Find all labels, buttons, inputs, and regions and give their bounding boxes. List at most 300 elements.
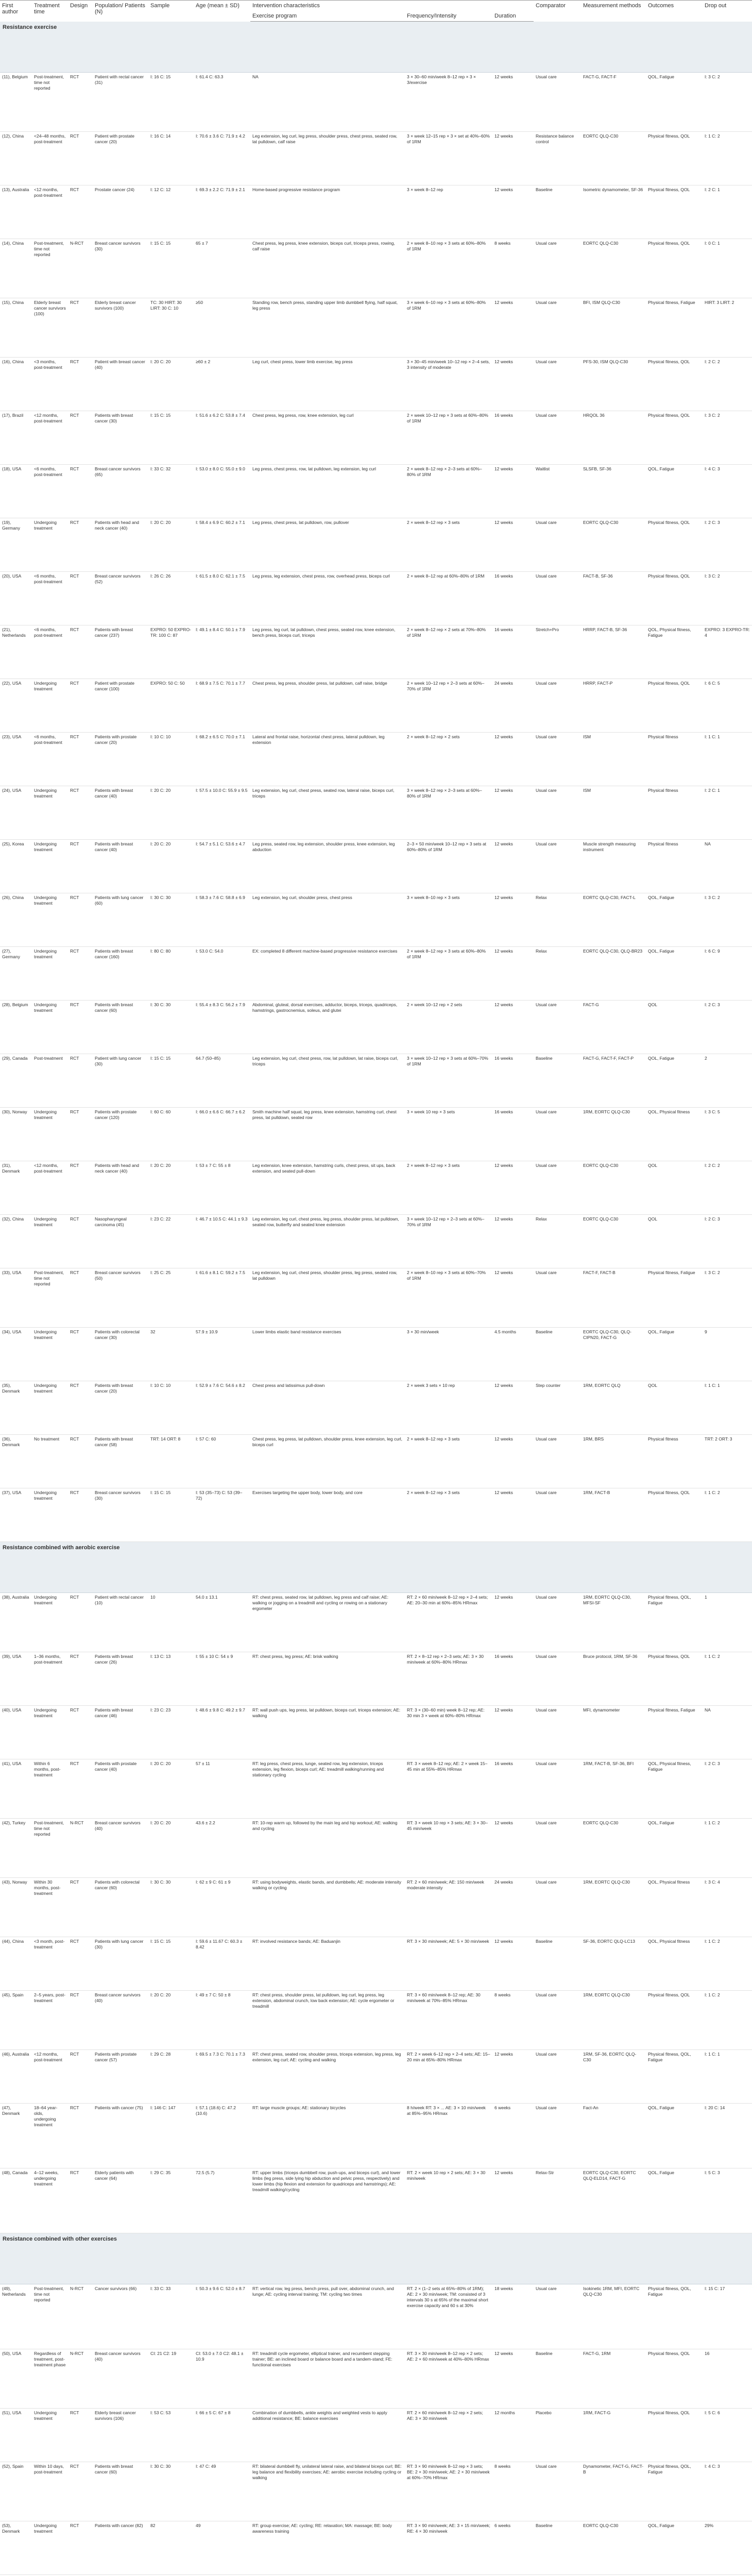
cell-outcomes: QOL, Fatigue (646, 1054, 703, 1108)
cell-frequency: 3 × week 10 rep × 3 sets (405, 1108, 492, 1161)
cell-duration: 12 weeks (492, 733, 534, 786)
header-population: Population/ Patients (N) (93, 1, 148, 22)
cell-sample: 82 (148, 2521, 194, 2575)
cell-timing: <6 months, post-treatment (32, 625, 68, 679)
cell-program: Chest press and latissimus pull-down (250, 1381, 405, 1435)
cell-sample: I: 30 C: 30 (148, 2462, 194, 2521)
cell-frequency: 2 × week 8–12 rep × 3 sets (405, 1435, 492, 1488)
cell-measurement: Isometric dynamometer, SF-36 (581, 185, 646, 239)
cell-design: RCT (68, 1381, 93, 1435)
cell-timing: Post-treatment, time not reported (32, 73, 68, 132)
cell-sample: I: 20 C: 20 (148, 518, 194, 572)
cell-outcomes: Physical fitness, QOL (646, 572, 703, 625)
cell-age: 54.0 ± 13.1 (194, 1593, 250, 1652)
cell-comparator: Placebo (534, 2409, 581, 2462)
cell-measurement: HRRP, FACT-B, SF-36 (581, 625, 646, 679)
cell-design: RCT (68, 893, 93, 947)
cell-design: RCT (68, 625, 93, 679)
cell-age: I: 68.2 ± 6.5 C: 70.0 ± 7.1 (194, 733, 250, 786)
cell-outcomes: Physical fitness, QOL (646, 679, 703, 733)
cell-program: Leg press, leg curl, lat pulldown, chest press, seated row, knee extension, bench press, biceps curl, triceps (250, 625, 405, 679)
cell-measurement: 1RM, BRS (581, 1435, 646, 1488)
cell-timing: Undergoing treatment (32, 1108, 68, 1161)
table-row (0, 1161, 752, 1215)
cell-frequency: RT: 2 × 60 min/week 8–12 rep × 2–4 sets; AE: 20–30 min at 60%–85% HRmax (405, 1593, 492, 1652)
cell-first-author: (11), Belgium (0, 73, 32, 132)
cell-timing: Elderly breast cancer survivors (100) (32, 298, 68, 358)
cell-duration: 24 weeks (492, 1878, 534, 1937)
cell-design: RCT (68, 2521, 93, 2575)
cell-timing: 1–36 months, post-treatment (32, 1652, 68, 1706)
cell-sample: I: 60 C: 60 (148, 1108, 194, 1161)
cell-measurement: FACT-F, FACT-B (581, 1268, 646, 1328)
cell-duration: 16 weeks (492, 1054, 534, 1108)
cell-outcomes: QOL, Physical fitness, Fatigue (646, 1759, 703, 1819)
cell-comparator: Baseline (534, 185, 581, 239)
cell-first-author: (52), Spain (0, 2462, 32, 2521)
cell-program: RT: leg press, chest press, lunge, seated row, leg extension, triceps extension, leg flexion, biceps curl; AE: treadmill walking/running and stationary cycling (250, 1759, 405, 1819)
cell-outcomes: QOL (646, 1215, 703, 1268)
cell-duration: 24 weeks (492, 679, 534, 733)
cell-timing: Undergoing treatment (32, 1215, 68, 1268)
cell-sample: I: 15 C: 15 (148, 239, 194, 298)
cell-first-author: (20), USA (0, 572, 32, 625)
table-row (0, 679, 752, 733)
cell-first-author: (31), Denmark (0, 1161, 32, 1215)
table-row (0, 2409, 752, 2462)
cell-population: Breast cancer survivors (50) (93, 1268, 148, 1328)
header-age: Age (mean ± SD) (194, 1, 250, 22)
cell-duration: 12 weeks (492, 465, 534, 518)
cell-dropout: I: 3 C: 2 (703, 411, 752, 465)
cell-comparator: Relax (534, 1215, 581, 1268)
cell-sample: I: 23 C: 22 (148, 1215, 194, 1268)
cell-design: RCT (68, 733, 93, 786)
cell-outcomes: QOL, Physical fitness (646, 1878, 703, 1937)
cell-first-author: (32), China (0, 1215, 32, 1268)
cell-sample: I: 20 C: 20 (148, 1991, 194, 2050)
cell-timing: <12 months, post-treatment (32, 1161, 68, 1215)
cell-program: Leg extension, leg curl, chest press, shoulder press, leg press, seated row, lat pulldown (250, 1268, 405, 1328)
cell-measurement: SF-36, EORTC QLQ-LC13 (581, 1937, 646, 1991)
cell-first-author: (29), Canada (0, 1054, 32, 1108)
cell-population: Patients with prostate cancer (57) (93, 2050, 148, 2104)
cell-duration: 18 weeks (492, 2284, 534, 2349)
cell-age: I: 62 ± 9 C: 61 ± 9 (194, 1878, 250, 1937)
cell-duration: 12 weeks (492, 298, 534, 358)
table-row (0, 1054, 752, 1108)
cell-first-author: (28), Belgium (0, 1001, 32, 1054)
cell-age: I: 48.6 ± 9.8 C: 49.2 ± 9.7 (194, 1706, 250, 1759)
cell-design: RCT (68, 2050, 93, 2104)
cell-program: Leg extension, leg curl, chest press, row, lat pulldown, lat raise, biceps curl, triceps (250, 1054, 405, 1108)
cell-age: 72.5 (5.7) (194, 2168, 250, 2233)
cell-dropout: I: 3 C: 2 (703, 73, 752, 132)
cell-dropout: I: 2 C: 2 (703, 1161, 752, 1215)
cell-duration: 16 weeks (492, 572, 534, 625)
cell-program: Leg curl, chest press, lower limb exercise, leg press (250, 358, 405, 411)
header-outcomes: Outcomes (646, 1, 703, 22)
cell-sample: I: 12 C: 12 (148, 185, 194, 239)
header-row (0, 1, 752, 11)
cell-comparator: Resistance balance control (534, 132, 581, 185)
cell-design: RCT (68, 840, 93, 893)
cell-measurement: HRRP, FACT-P (581, 679, 646, 733)
cell-sample: I: 13 C: 13 (148, 1652, 194, 1706)
cell-comparator: Usual care (534, 73, 581, 132)
table-row (0, 893, 752, 947)
cell-frequency: 2 × week 8–12 rep × 3 sets (405, 1488, 492, 1542)
cell-duration: 12 weeks (492, 947, 534, 1001)
cell-sample: I: 20 C: 20 (148, 358, 194, 411)
cell-frequency: RT: 2 × (1–2 sets at 65%–80% of 1RM); AE: 2 × 30 min/week; TM: consisted of 3 intervals 30 s at 65% of the maximal short exercise capacity and 60 s at 30% (405, 2284, 492, 2349)
cell-age: I: 49 ± 7 C: 50 ± 8 (194, 1991, 250, 2050)
cell-age: I: 59.6 ± 11.67 C: 60.3 ± 8.42 (194, 1937, 250, 1991)
cell-timing: Undergoing treatment (32, 893, 68, 947)
cell-outcomes: Physical fitness, QOL (646, 239, 703, 298)
cell-age: I: 51.6 ± 6.2 C: 53.8 ± 7.4 (194, 411, 250, 465)
cell-duration: 12 weeks (492, 132, 534, 185)
cell-age: I: 55 ± 10 C: 54 ± 9 (194, 1652, 250, 1706)
cell-dropout: I: 1 C: 2 (703, 1991, 752, 2050)
cell-population: Patients with breast cancer (46) (93, 1706, 148, 1759)
cell-frequency: 3 × week 10–12 rep × 2–3 sets at 60%–70% of 1RM (405, 1215, 492, 1268)
cell-population: Cancer survivors (66) (93, 2284, 148, 2349)
cell-first-author: (15), China (0, 298, 32, 358)
cell-outcomes: Physical fitness, QOL, Fatigue (646, 2050, 703, 2104)
cell-frequency: 2 × week 10–12 rep × 2 sets (405, 1001, 492, 1054)
cell-program: RT: using bodyweights, elastic bands, and dumbbells; AE: moderate intensity walking or cycling (250, 1878, 405, 1937)
cell-timing: Post-treatment, time not reported (32, 2284, 68, 2349)
cell-first-author: (22), USA (0, 679, 32, 733)
cell-frequency: RT: 2 × week 6–12 rep × 2–4 sets; AE: 15–20 min at 65%–80% HRmax (405, 2050, 492, 2104)
table-row (0, 1268, 752, 1328)
cell-outcomes: Physical fitness, QOL (646, 2409, 703, 2462)
cell-program: Leg press, seated row, leg extension, shoulder press, knee extension, leg abduction (250, 840, 405, 893)
cell-dropout: I: 3 C: 4 (703, 1878, 752, 1937)
cell-outcomes: Physical fitness, Fatigue (646, 1268, 703, 1328)
cell-design: RCT (68, 679, 93, 733)
cell-dropout: I: 1 C: 2 (703, 1937, 752, 1991)
cell-measurement: BFI, ISM QLQ-C30 (581, 298, 646, 358)
cell-program: RT: large muscle groups; AE: stationary bicycles (250, 2104, 405, 2168)
cell-program: RT: chest press, seated row, shoulder press, triceps extension, leg press, leg extension, leg curl; AE: cycling and walking (250, 2050, 405, 2104)
cell-first-author: (35), Denmark (0, 1381, 32, 1435)
cell-dropout: I: 20 C: 14 (703, 2104, 752, 2168)
cell-frequency: RT: 2 × 8–12 rep × 2–3 sets; AE: 3 × 30 min/week at 60%–80% HRmax (405, 1652, 492, 1706)
table-row (0, 1108, 752, 1161)
cell-timing: Undergoing treatment (32, 679, 68, 733)
cell-duration: 12 weeks (492, 2349, 534, 2409)
cell-duration: 12 weeks (492, 518, 534, 572)
cell-measurement: EORTC QLQ-C30 (581, 1819, 646, 1878)
table-row (0, 625, 752, 679)
header-measurement: Measurement methods (581, 1, 646, 22)
cell-duration: 16 weeks (492, 1652, 534, 1706)
table-row (0, 518, 752, 572)
cell-age: I: 47 C: 49 (194, 2462, 250, 2521)
cell-outcomes: QOL, Fatigue (646, 1819, 703, 1878)
cell-measurement: EORTC QLQ-C30 (581, 1161, 646, 1215)
cell-timing: Undergoing treatment (32, 2521, 68, 2575)
cell-measurement: EORTC QLQ-C30, QLQ-CIPN20, FACT-G (581, 1328, 646, 1381)
cell-design: RCT (68, 73, 93, 132)
table-row (0, 411, 752, 465)
cell-duration: 12 weeks (492, 1937, 534, 1991)
cell-design: RCT (68, 1268, 93, 1328)
cell-sample: I: 25 C: 25 (148, 1268, 194, 1328)
cell-comparator: Usual care (534, 358, 581, 411)
cell-first-author: (45), Spain (0, 1991, 32, 2050)
cell-dropout: I: 2 C: 3 (703, 1001, 752, 1054)
cell-comparator: Usual care (534, 1652, 581, 1706)
cell-dropout: 1 (703, 1593, 752, 1652)
cell-age: ≥50 (194, 298, 250, 358)
cell-frequency: 3 × week 8–10 rep × 3 sets (405, 893, 492, 947)
cell-timing: Undergoing treatment (32, 947, 68, 1001)
header-frequency: Frequency/Intensity (405, 11, 492, 22)
cell-age: I: 61.4 C: 63.3 (194, 73, 250, 132)
cell-design: RCT (68, 1878, 93, 1937)
cell-dropout: I: 2 C: 1 (703, 185, 752, 239)
cell-measurement: EORTC QLQ-C30 (581, 239, 646, 298)
table-row (0, 1706, 752, 1759)
header-timing: Treatment time (32, 1, 68, 22)
cell-program: RT: involved resistance bands; AE: Baduanjin (250, 1937, 405, 1991)
cell-dropout: I: 1 C: 1 (703, 2050, 752, 2104)
cell-duration: 12 weeks (492, 1593, 534, 1652)
cell-age: I: 58.4 ± 6.9 C: 60.2 ± 7.1 (194, 518, 250, 572)
cell-sample: I: 53 C: 53 (148, 2409, 194, 2462)
cell-comparator: Usual care (534, 786, 581, 840)
cell-population: Patients with prostate cancer (40) (93, 1759, 148, 1819)
cell-age: I: 55.4 ± 8.3 C: 56.2 ± 7.9 (194, 1001, 250, 1054)
cell-program: Leg press, chest press, row, lat pulldown, leg extension, leg curl (250, 465, 405, 518)
cell-dropout: I: 2 C: 3 (703, 1215, 752, 1268)
cell-measurement: 1RM, FACT-B, SF-36, BFI (581, 1759, 646, 1819)
cell-first-author: (21), Netherlands (0, 625, 32, 679)
cell-sample: I: 10 C: 10 (148, 1381, 194, 1435)
cell-sample: I: 30 C: 30 (148, 893, 194, 947)
cell-program: RT: chest press, shoulder press, lat pulldown, leg curl, leg press, leg extension, abdominal crunch, low back extension; AE: cycle ergometer or treadmill (250, 1991, 405, 2050)
cell-dropout: I: 3 C: 2 (703, 572, 752, 625)
cell-program: Leg extension, leg curl, leg press, shoulder press, chest press, seated row, lat pulldown, calf raise (250, 132, 405, 185)
cell-program: Smith machine half squat, leg press, knee extension, hamstring curl, chest press, lat pulldown, seated row (250, 1108, 405, 1161)
cell-dropout: NA (703, 1706, 752, 1759)
cell-program: Home-based progressive resistance program (250, 185, 405, 239)
cell-sample: I: 16 C: 14 (148, 132, 194, 185)
cell-dropout: I: 1 C: 2 (703, 1652, 752, 1706)
cell-dropout: I: 4 C: 3 (703, 465, 752, 518)
cell-population: Patient with breast cancer (40) (93, 358, 148, 411)
cell-outcomes: QOL, Fatigue (646, 2521, 703, 2575)
cell-first-author: (47), Denmark (0, 2104, 32, 2168)
table-row (0, 2284, 752, 2349)
cell-sample: I: 15 C: 15 (148, 1488, 194, 1542)
cell-population: Breast cancer survivors (65) (93, 465, 148, 518)
section-title: Resistance combined with aerobic exercise (0, 1542, 752, 1593)
cell-outcomes: Physical fitness, QOL (646, 132, 703, 185)
cell-comparator: Baseline (534, 1054, 581, 1108)
table-row (0, 1435, 752, 1488)
cell-measurement: 1RM, EORTC QLQ-C30 (581, 1878, 646, 1937)
cell-program: EX: completed 8 different machine-based progressive resistance exercises (250, 947, 405, 1001)
cell-timing: 2–5 years, post-treatment (32, 1991, 68, 2050)
cell-frequency: 3 × 30–60 min/week 8–12 rep × 3 × 3/exercise (405, 73, 492, 132)
cell-program: Leg press, leg extension, chest press, row, overhead press, biceps curl (250, 572, 405, 625)
table-row (0, 1593, 752, 1652)
cell-timing: Within 30 months, post-treatment (32, 1878, 68, 1937)
table-row (0, 947, 752, 1001)
cell-population: Patients with breast cancer (60) (93, 1001, 148, 1054)
cell-population: Breast cancer survivors (30) (93, 1488, 148, 1542)
cell-design: RCT (68, 465, 93, 518)
cell-duration: 12 weeks (492, 1215, 534, 1268)
cell-age: I: 57.5 ± 10.0 C: 55.9 ± 9.5 (194, 786, 250, 840)
cell-outcomes: Physical fitness, Fatigue (646, 1706, 703, 1759)
cell-age: ≥60 ± 2 (194, 358, 250, 411)
cell-population: Patients with prostate cancer (20) (93, 733, 148, 786)
cell-duration: 12 weeks (492, 840, 534, 893)
cell-first-author: (40), USA (0, 1706, 32, 1759)
cell-comparator: Relax (534, 893, 581, 947)
cell-design: RCT (68, 411, 93, 465)
cell-age: I: 50.3 ± 9.6 C: 52.0 ± 8.7 (194, 2284, 250, 2349)
cell-age: I: 69.3 ± 2.2 C: 71.9 ± 2.1 (194, 185, 250, 239)
cell-frequency: 3 × week 8–12 rep (405, 185, 492, 239)
cell-outcomes: Physical fitness, QOL (646, 185, 703, 239)
cell-first-author: (27), Germany (0, 947, 32, 1001)
header-program: Exercise program (250, 11, 405, 22)
cell-program: RT: upper limbs (triceps dumbbell row, push-ups, and biceps curl), and lower limbs (leg press, side lying hip abduction and pelvic press, respectively) and lower limbs (hip flexion and extension for quadriceps and hamstrings); AE: treadmill walking/cycling (250, 2168, 405, 2233)
cell-sample: I: 15 C: 15 (148, 411, 194, 465)
cell-population: Nasopharyngeal carcinoma (45) (93, 1215, 148, 1268)
cell-timing: <12 months, post-treatment (32, 411, 68, 465)
cell-first-author: (30), Norway (0, 1108, 32, 1161)
cell-population: Breast cancer survivors (52) (93, 572, 148, 625)
cell-measurement: EORTC QLQ-C30 (581, 518, 646, 572)
cell-measurement: SLSFB, SF-36 (581, 465, 646, 518)
cell-measurement: 1RM, SF-36, EORTC QLQ-C30 (581, 2050, 646, 2104)
cell-frequency: 2 × week 8–12 rep × 3 sets at 60%–80% of 1RM (405, 947, 492, 1001)
table-row (0, 358, 752, 411)
cell-outcomes: Physical fitness (646, 733, 703, 786)
cell-comparator: Usual care (534, 298, 581, 358)
cell-first-author: (12), China (0, 132, 32, 185)
cell-timing: Undergoing treatment (32, 1593, 68, 1652)
section-heading-row (0, 22, 752, 73)
cell-sample: I: 23 C: 23 (148, 1706, 194, 1759)
cell-outcomes: Physical fitness (646, 840, 703, 893)
cell-age: I: 66 ± 5 C: 67 ± 8 (194, 2409, 250, 2462)
cell-frequency: 8 h/week RT: 3 × ... AE: 3 × 10 min/week at 85%–95% HRmax (405, 2104, 492, 2168)
cell-population: Patients with breast cancer (26) (93, 1652, 148, 1706)
cell-program: Abdominal, gluteal, dorsal exercises, adductor, biceps, triceps, quadriceps, hamstrings, gastrocnemius, soleus, and glutei (250, 1001, 405, 1054)
cell-comparator: Usual care (534, 1108, 581, 1161)
cell-timing: Regardless of treatment, post-treatment phase (32, 2349, 68, 2409)
cell-design: RCT (68, 572, 93, 625)
cell-design: RCT (68, 358, 93, 411)
cell-first-author: (50), USA (0, 2349, 32, 2409)
cell-comparator: Stretch+Pro (534, 625, 581, 679)
cell-population: Breast cancer survivors (40) (93, 2349, 148, 2409)
cell-design: RCT (68, 786, 93, 840)
cell-frequency: RT: 3 × 60 min/week 8–12 rep; AE: 30 min/week at 70%–85% HRmax (405, 1991, 492, 2050)
table-row (0, 572, 752, 625)
cell-population: Breast cancer survivors (40) (93, 1991, 148, 2050)
cell-population: Patients with breast cancer (30) (93, 411, 148, 465)
table-row (0, 465, 752, 518)
cell-design: RCT (68, 185, 93, 239)
header-design: Design (68, 1, 93, 22)
cell-outcomes: QOL, Fatigue (646, 2168, 703, 2233)
cell-age: I: 57 C: 60 (194, 1435, 250, 1488)
cell-dropout: I: 2 C: 2 (703, 358, 752, 411)
table-row (0, 1819, 752, 1878)
cell-first-author: (26), China (0, 893, 32, 947)
cell-sample: I: 15 C: 15 (148, 1937, 194, 1991)
cell-frequency: RT: 3 × 30 min/week 8–12 rep × 2 sets; AE: 2 × 60 min/week at 40%–80% HRmax (405, 2349, 492, 2409)
cell-duration: 8 weeks (492, 2462, 534, 2521)
cell-design: RCT (68, 1161, 93, 1215)
cell-comparator: Baseline (534, 2521, 581, 2575)
cell-duration: 6 weeks (492, 2104, 534, 2168)
table-row (0, 2349, 752, 2409)
cell-first-author: (24), USA (0, 786, 32, 840)
cell-first-author: (23), USA (0, 733, 32, 786)
cell-program: Leg extension, knee extension, hamstring curls, chest press, sit ups, back extension, and seated pull-down (250, 1161, 405, 1215)
cell-measurement: 1RM, EORTC QLQ-C30 (581, 1991, 646, 2050)
cell-comparator: Usual care (534, 2104, 581, 2168)
cell-dropout: I: 2 C: 1 (703, 786, 752, 840)
cell-comparator: Usual care (534, 1706, 581, 1759)
cell-comparator: Usual care (534, 2050, 581, 2104)
cell-outcomes: Physical fitness, QOL, Fatigue (646, 2462, 703, 2521)
cell-timing: Undergoing treatment (32, 1381, 68, 1435)
cell-first-author: (13), Australia (0, 185, 32, 239)
cell-first-author: (42), Turkey (0, 1819, 32, 1878)
cell-population: Patients with breast cancer (20) (93, 1381, 148, 1435)
cell-timing: Within 10 days, post-treatment (32, 2462, 68, 2521)
cell-timing: 18–64 year-olds, undergoing treatment (32, 2104, 68, 2168)
cell-sample: I: 30 C: 30 (148, 1001, 194, 1054)
cell-dropout: I: 1 C: 2 (703, 132, 752, 185)
cell-first-author: (44), China (0, 1937, 32, 1991)
cell-duration: 12 weeks (492, 185, 534, 239)
cell-program: NA (250, 73, 405, 132)
cell-sample: I: 33 C: 32 (148, 465, 194, 518)
cell-measurement: Isokinetic 1RM, MFI, EORTC QLQ-C30 (581, 2284, 646, 2349)
cell-population: Patient with prostate cancer (100) (93, 679, 148, 733)
cell-duration: 16 weeks (492, 1759, 534, 1819)
cell-frequency: RT: 3 × 30 min/week; AE: 5 × 30 min/week (405, 1937, 492, 1991)
cell-dropout: I: 6 C: 9 (703, 947, 752, 1001)
cell-dropout: I: 1 C: 2 (703, 1819, 752, 1878)
cell-duration: 12 weeks (492, 1706, 534, 1759)
cell-comparator: Usual care (534, 1991, 581, 2050)
cell-timing: 4–12 weeks, undergoing treatment (32, 2168, 68, 2233)
cell-population: Prostate cancer (24) (93, 185, 148, 239)
cell-first-author: (17), Brazil (0, 411, 32, 465)
cell-timing: Undergoing treatment (32, 1706, 68, 1759)
cell-program: Standing row, bench press, standing upper limb dumbbell flying, half squat, leg press (250, 298, 405, 358)
cell-measurement: Fact-An (581, 2104, 646, 2168)
cell-comparator: Usual care (534, 1759, 581, 1819)
cell-first-author: (38), Australia (0, 1593, 32, 1652)
cell-duration: 16 weeks (492, 1108, 534, 1161)
cell-timing: No treatment (32, 1435, 68, 1488)
cell-timing: <6 months, post-treatment (32, 572, 68, 625)
